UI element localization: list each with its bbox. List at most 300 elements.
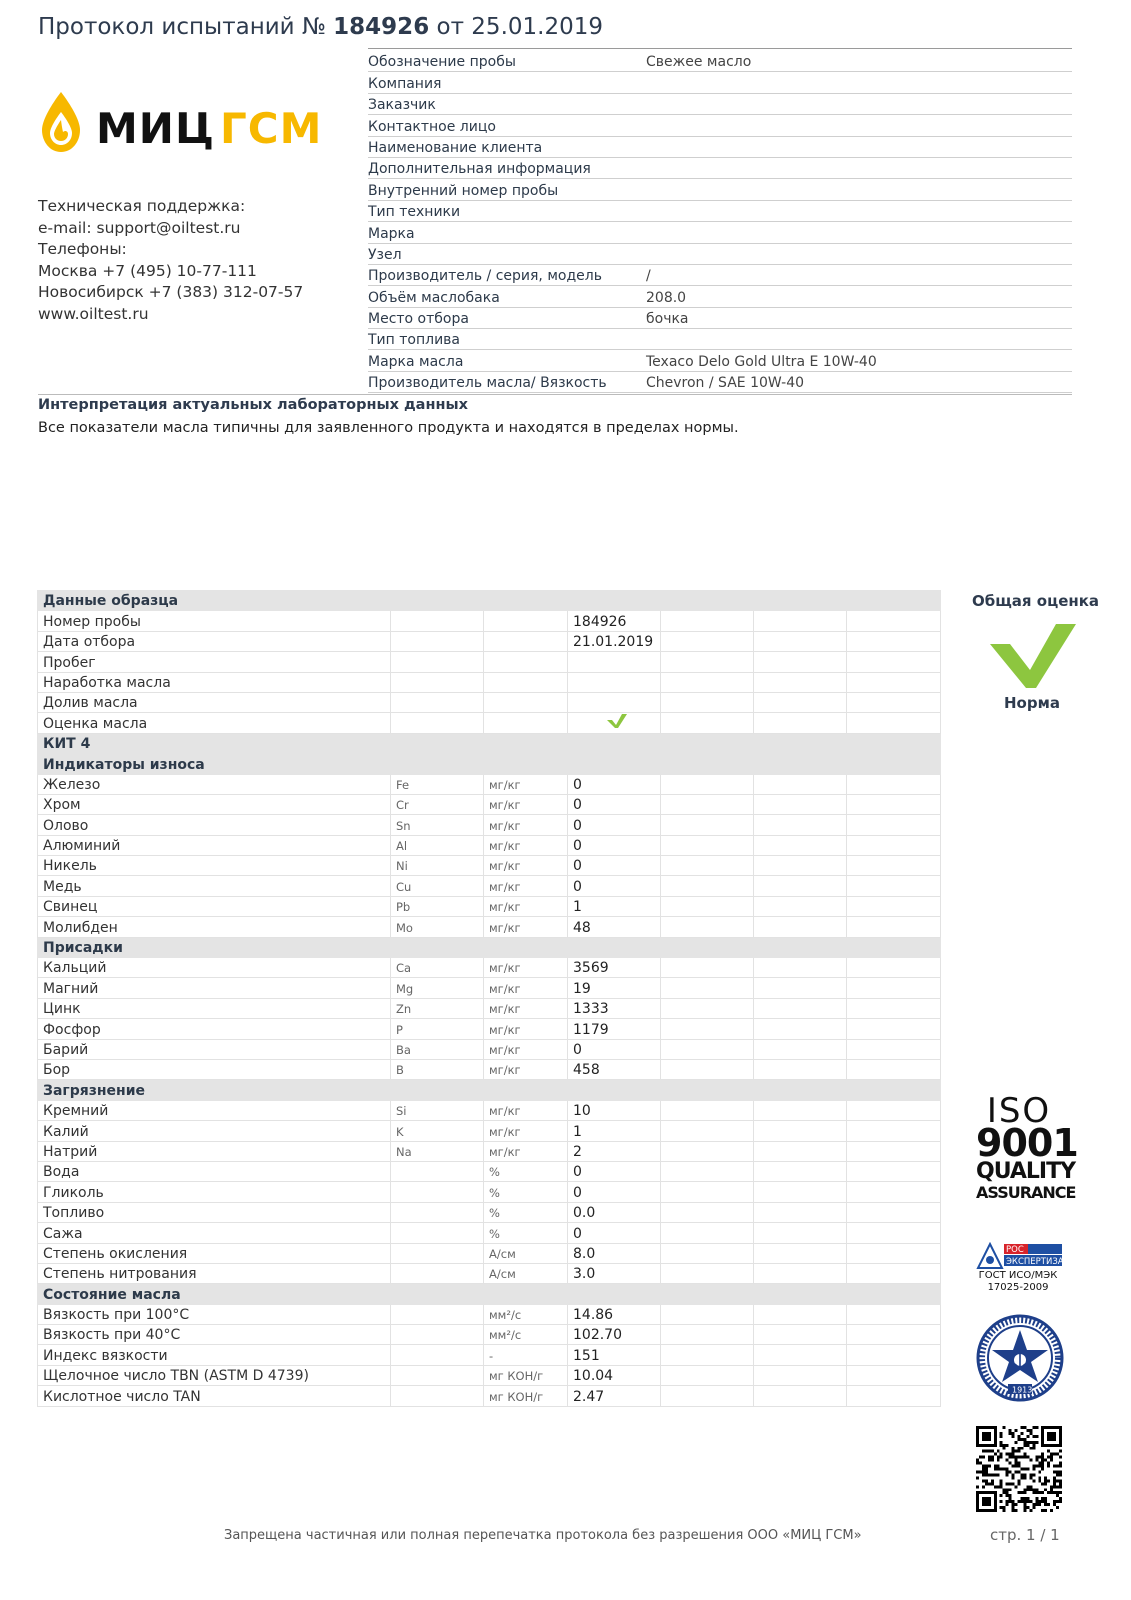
table-row — [38, 692, 941, 712]
info-label: Контактное лицо — [368, 118, 496, 135]
info-row — [368, 179, 1072, 200]
value: 10.04 — [568, 1365, 661, 1385]
empty-cell — [754, 1223, 847, 1243]
section-cell — [661, 1080, 754, 1100]
empty-cell — [754, 794, 847, 814]
empty-cell — [847, 713, 941, 733]
table-row — [38, 1141, 941, 1161]
element-symbol: Cu — [391, 876, 484, 896]
ros-text: РОС — [1006, 1245, 1024, 1255]
table-row — [38, 856, 941, 876]
table-row — [38, 1365, 941, 1385]
empty-cell — [661, 611, 754, 631]
gost-standard-text — [966, 1270, 1070, 1294]
empty-cell — [847, 1019, 941, 1039]
empty-cell — [847, 1365, 941, 1385]
value: 21.01.2019 — [568, 631, 661, 651]
unit: мг/кг — [484, 1039, 568, 1059]
empty-cell — [661, 1100, 754, 1120]
info-value: Chevron / SAE 10W-40 — [646, 375, 805, 392]
empty-cell — [847, 1263, 941, 1283]
table-row — [38, 1039, 941, 1059]
table-row — [38, 611, 941, 631]
empty-cell — [754, 692, 847, 712]
empty-cell — [661, 774, 754, 794]
parameter-name: Топливо — [38, 1202, 391, 1222]
element-symbol: K — [391, 1121, 484, 1141]
empty-cell — [661, 1243, 754, 1263]
element-symbol: Zn — [391, 998, 484, 1018]
unit: мг/кг — [484, 917, 568, 937]
section-cell — [847, 733, 941, 753]
empty-cell — [847, 652, 941, 672]
unit: % — [484, 1223, 568, 1243]
empty-cell — [847, 631, 941, 651]
section-cell — [568, 591, 661, 611]
title-divider — [368, 48, 1072, 49]
parameter-name: Никель — [38, 856, 391, 876]
table-row — [38, 1202, 941, 1222]
unit — [484, 672, 568, 692]
section-cell — [568, 1284, 661, 1304]
empty-cell — [847, 1182, 941, 1202]
empty-cell — [754, 1325, 847, 1345]
empty-cell — [847, 1100, 941, 1120]
empty-cell — [847, 1223, 941, 1243]
info-label: Дополнительная информация — [368, 161, 591, 178]
unit: мг КОН/г — [484, 1365, 568, 1385]
empty-cell — [847, 611, 941, 631]
empty-cell — [661, 1019, 754, 1039]
empty-cell — [847, 856, 941, 876]
section-header-row — [38, 1284, 941, 1304]
info-label: Марка масла — [368, 353, 464, 370]
unit: мг/кг — [484, 835, 568, 855]
section-cell — [484, 591, 568, 611]
empty-cell — [847, 1202, 941, 1222]
section-title: Присадки — [38, 937, 391, 957]
section-cell — [391, 937, 484, 957]
element-symbol: B — [391, 1059, 484, 1079]
empty-cell — [754, 631, 847, 651]
info-value — [646, 135, 1072, 136]
parameter-name: Кремний — [38, 1100, 391, 1120]
empty-cell — [661, 917, 754, 937]
info-label: Объём маслобака — [368, 289, 500, 306]
value: 151 — [568, 1345, 661, 1365]
empty-cell — [754, 876, 847, 896]
parameter-name: Магний — [38, 978, 391, 998]
info-value: Свежее масло — [646, 54, 752, 71]
table-row — [38, 1182, 941, 1202]
iso-quality: QUALITY — [976, 1159, 1076, 1184]
empty-cell — [661, 1386, 754, 1406]
empty-cell — [661, 1039, 754, 1059]
table-row — [38, 1304, 941, 1324]
empty-cell — [754, 917, 847, 937]
section-cell — [754, 937, 847, 957]
table-row — [38, 672, 941, 692]
unit: мг/кг — [484, 1100, 568, 1120]
section-header-row — [38, 937, 941, 957]
section-cell — [754, 733, 847, 753]
table-row — [38, 917, 941, 937]
element-symbol — [391, 713, 484, 733]
protocol-title — [38, 14, 603, 40]
gost-line-2: 17025-2009 — [987, 1282, 1049, 1293]
table-row — [38, 835, 941, 855]
value: 0 — [568, 856, 661, 876]
section-cell — [847, 1080, 941, 1100]
info-row — [368, 51, 1072, 72]
empty-cell — [754, 774, 847, 794]
info-row — [368, 329, 1072, 350]
parameter-name: Щелочное число TBN (ASTM D 4739) — [38, 1365, 391, 1385]
value: 2 — [568, 1141, 661, 1161]
interpretation-title: Интерпретация актуальных лабораторных данных — [38, 397, 468, 413]
parameter-name: Натрий — [38, 1141, 391, 1161]
section-title: Состояние масла — [38, 1284, 391, 1304]
element-symbol — [391, 611, 484, 631]
value: 0 — [568, 1182, 661, 1202]
element-symbol: Fe — [391, 774, 484, 794]
parameter-name: Степень окисления — [38, 1243, 391, 1263]
table-row — [38, 794, 941, 814]
info-row — [368, 265, 1072, 286]
drop-logo-icon — [38, 90, 84, 154]
unit: мг/кг — [484, 998, 568, 1018]
support-email: e-mail: support@oiltest.ru — [38, 218, 241, 237]
logo-text-primary: МИЦ — [96, 104, 215, 153]
info-row — [368, 286, 1072, 307]
value: 3.0 — [568, 1263, 661, 1283]
value: 0 — [568, 876, 661, 896]
qr-code-icon — [976, 1426, 1062, 1512]
unit — [484, 611, 568, 631]
section-cell — [661, 733, 754, 753]
info-label: Тип техники — [368, 204, 461, 221]
unit: мг КОН/г — [484, 1386, 568, 1406]
parameter-name: Наработка масла — [38, 672, 391, 692]
section-cell — [484, 1284, 568, 1304]
table-row — [38, 652, 941, 672]
table-row — [38, 876, 941, 896]
element-symbol — [391, 1243, 484, 1263]
unit: мг/кг — [484, 978, 568, 998]
element-symbol: Cr — [391, 794, 484, 814]
info-row — [368, 137, 1072, 158]
empty-cell — [754, 1304, 847, 1324]
element-symbol: Mg — [391, 978, 484, 998]
value: 10 — [568, 1100, 661, 1120]
empty-cell — [754, 713, 847, 733]
logo-text-accent: ГСМ — [220, 104, 323, 153]
info-row — [368, 201, 1072, 222]
unit: мм²/с — [484, 1304, 568, 1324]
empty-cell — [847, 1161, 941, 1181]
value — [568, 713, 661, 733]
unit: мг/кг — [484, 1019, 568, 1039]
section-cell — [661, 937, 754, 957]
info-label: Тип топлива — [368, 332, 461, 349]
section-cell — [661, 1284, 754, 1304]
overall-status: Норма — [1004, 694, 1060, 712]
unit: А/см — [484, 1243, 568, 1263]
interpretation-divider — [38, 394, 1072, 395]
table-row — [38, 958, 941, 978]
parameter-name: Сажа — [38, 1223, 391, 1243]
table-row — [38, 1121, 941, 1141]
element-symbol: P — [391, 1019, 484, 1039]
section-cell — [661, 591, 754, 611]
empty-cell — [661, 815, 754, 835]
unit: мг/кг — [484, 815, 568, 835]
empty-cell — [847, 672, 941, 692]
info-value — [646, 156, 1072, 157]
table-row — [38, 631, 941, 651]
info-value: Texaco Delo Gold Ultra E 10W-40 — [646, 353, 877, 370]
section-cell — [391, 754, 484, 774]
info-value — [646, 263, 1072, 264]
value: 1 — [568, 1121, 661, 1141]
section-cell — [391, 1284, 484, 1304]
section-title: Индикаторы износа — [38, 754, 391, 774]
element-symbol — [391, 1345, 484, 1365]
element-symbol — [391, 1182, 484, 1202]
info-value — [646, 92, 1072, 93]
parameter-name: Олово — [38, 815, 391, 835]
unit: % — [484, 1161, 568, 1181]
element-symbol — [391, 692, 484, 712]
empty-cell — [754, 958, 847, 978]
table-row — [38, 713, 941, 733]
phones-heading: Телефоны: — [38, 240, 127, 259]
parameter-name: Барий — [38, 1039, 391, 1059]
results-table — [37, 590, 941, 1407]
section-cell — [847, 1284, 941, 1304]
empty-cell — [661, 692, 754, 712]
info-label: Заказчик — [368, 97, 436, 114]
empty-cell — [754, 1100, 847, 1120]
info-label: Наименование клиента — [368, 139, 543, 156]
info-label: Обозначение пробы — [368, 54, 516, 71]
empty-cell — [847, 1121, 941, 1141]
empty-cell — [661, 856, 754, 876]
value: 0 — [568, 835, 661, 855]
empty-cell — [754, 672, 847, 692]
element-symbol — [391, 1161, 484, 1181]
element-symbol: Mo — [391, 917, 484, 937]
unit: мг/кг — [484, 876, 568, 896]
value: 102.70 — [568, 1325, 661, 1345]
value: 19 — [568, 978, 661, 998]
iso-9001-badge — [976, 1091, 1078, 1202]
value: 1 — [568, 896, 661, 916]
table-row — [38, 1325, 941, 1345]
unit — [484, 652, 568, 672]
element-symbol: Ba — [391, 1039, 484, 1059]
support-block — [38, 196, 303, 326]
empty-cell — [754, 856, 847, 876]
parameter-name: Бор — [38, 1059, 391, 1079]
empty-cell — [661, 978, 754, 998]
phone-moscow: Москва +7 (495) 10-77-111 — [38, 261, 257, 280]
element-symbol — [391, 1365, 484, 1385]
info-row — [368, 94, 1072, 115]
parameter-name: Молибден — [38, 917, 391, 937]
section-cell — [847, 937, 941, 957]
empty-cell — [754, 1039, 847, 1059]
info-value: бочка — [646, 311, 689, 328]
section-header-row — [38, 733, 941, 753]
element-symbol — [391, 652, 484, 672]
info-value — [646, 199, 1072, 200]
element-symbol — [391, 1304, 484, 1324]
empty-cell — [847, 1141, 941, 1161]
parameter-name: Фосфор — [38, 1019, 391, 1039]
element-symbol — [391, 672, 484, 692]
empty-cell — [847, 917, 941, 937]
section-title: Загрязнение — [38, 1080, 391, 1100]
element-symbol — [391, 1223, 484, 1243]
value: 0 — [568, 774, 661, 794]
empty-cell — [661, 835, 754, 855]
empty-cell — [754, 1345, 847, 1365]
table-row — [38, 815, 941, 835]
section-cell — [847, 591, 941, 611]
empty-cell — [754, 611, 847, 631]
element-symbol: Sn — [391, 815, 484, 835]
section-cell — [754, 1080, 847, 1100]
section-header-row — [38, 754, 941, 774]
empty-cell — [847, 835, 941, 855]
element-symbol — [391, 631, 484, 651]
empty-cell — [661, 1304, 754, 1324]
parameter-name: Вязкость при 40°C — [38, 1325, 391, 1345]
info-row — [368, 372, 1072, 393]
empty-cell — [661, 1121, 754, 1141]
unit: мг/кг — [484, 958, 568, 978]
info-value — [646, 348, 1072, 349]
section-cell — [754, 1284, 847, 1304]
empty-cell — [754, 1243, 847, 1263]
element-symbol — [391, 1386, 484, 1406]
value: 458 — [568, 1059, 661, 1079]
empty-cell — [847, 876, 941, 896]
value: 0 — [568, 1223, 661, 1243]
empty-cell — [661, 652, 754, 672]
website-link: www.oiltest.ru — [38, 304, 149, 323]
value: 8.0 — [568, 1243, 661, 1263]
empty-cell — [661, 1182, 754, 1202]
sample-info-table — [368, 51, 1072, 393]
info-value: / — [646, 268, 651, 285]
section-cell — [484, 733, 568, 753]
unit — [484, 692, 568, 712]
empty-cell — [847, 1243, 941, 1263]
table-row — [38, 1386, 941, 1406]
table-row — [38, 1243, 941, 1263]
empty-cell — [661, 631, 754, 651]
empty-cell — [847, 1345, 941, 1365]
table-row — [38, 978, 941, 998]
value: 184926 — [568, 611, 661, 631]
info-label: Компания — [368, 75, 442, 92]
parameter-name: Вязкость при 100°C — [38, 1304, 391, 1324]
empty-cell — [847, 896, 941, 916]
table-row — [38, 1345, 941, 1365]
parameter-name: Калий — [38, 1121, 391, 1141]
section-cell — [568, 733, 661, 753]
info-label: Внутренний номер пробы — [368, 182, 559, 199]
empty-cell — [847, 1325, 941, 1345]
value: 14.86 — [568, 1304, 661, 1324]
parameter-name: Медь — [38, 876, 391, 896]
info-row — [368, 115, 1072, 136]
overall-check-icon — [990, 622, 1076, 688]
value — [568, 652, 661, 672]
unit — [484, 631, 568, 651]
empty-cell — [661, 713, 754, 733]
iso-text: ISO — [986, 1091, 1052, 1131]
empty-cell — [847, 1039, 941, 1059]
table-row — [38, 1019, 941, 1039]
section-cell — [661, 754, 754, 774]
info-value — [646, 113, 1072, 114]
empty-cell — [754, 896, 847, 916]
parameter-name: Долив масла — [38, 692, 391, 712]
parameter-name: Свинец — [38, 896, 391, 916]
parameter-name: Кальций — [38, 958, 391, 978]
info-row — [368, 308, 1072, 329]
unit: мг/кг — [484, 1141, 568, 1161]
check-icon — [607, 714, 627, 728]
table-row — [38, 1059, 941, 1079]
phone-novosibirsk: Новосибирск +7 (383) 312-07-57 — [38, 283, 304, 302]
empty-cell — [661, 1202, 754, 1222]
empty-cell — [661, 1365, 754, 1385]
info-label: Марка — [368, 225, 415, 242]
parameter-name: Гликоль — [38, 1182, 391, 1202]
info-row — [368, 72, 1072, 93]
element-symbol: Ca — [391, 958, 484, 978]
element-symbol — [391, 1325, 484, 1345]
iso-number: 9001 — [976, 1121, 1078, 1165]
info-label: Узел — [368, 246, 402, 263]
value: 48 — [568, 917, 661, 937]
page-number: стр. 1 / 1 — [990, 1526, 1060, 1544]
value: 0 — [568, 1161, 661, 1181]
empty-cell — [754, 1121, 847, 1141]
element-symbol: Si — [391, 1100, 484, 1120]
value: 2.47 — [568, 1386, 661, 1406]
empty-cell — [847, 1304, 941, 1324]
empty-cell — [661, 1263, 754, 1283]
table-row — [38, 896, 941, 916]
title-date: от 25.01.2019 — [436, 14, 603, 40]
empty-cell — [754, 835, 847, 855]
parameter-name: Алюминий — [38, 835, 391, 855]
title-prefix: Протокол испытаний № — [38, 14, 326, 40]
value: 0.0 — [568, 1202, 661, 1222]
ros-expertiza-logo-icon — [976, 1242, 1064, 1270]
section-title: КИТ 4 — [38, 733, 391, 753]
gost-line-1: ГОСТ ИСО/МЭК — [978, 1270, 1058, 1281]
info-row — [368, 244, 1072, 265]
empty-cell — [661, 1141, 754, 1161]
unit: % — [484, 1182, 568, 1202]
value — [568, 692, 661, 712]
